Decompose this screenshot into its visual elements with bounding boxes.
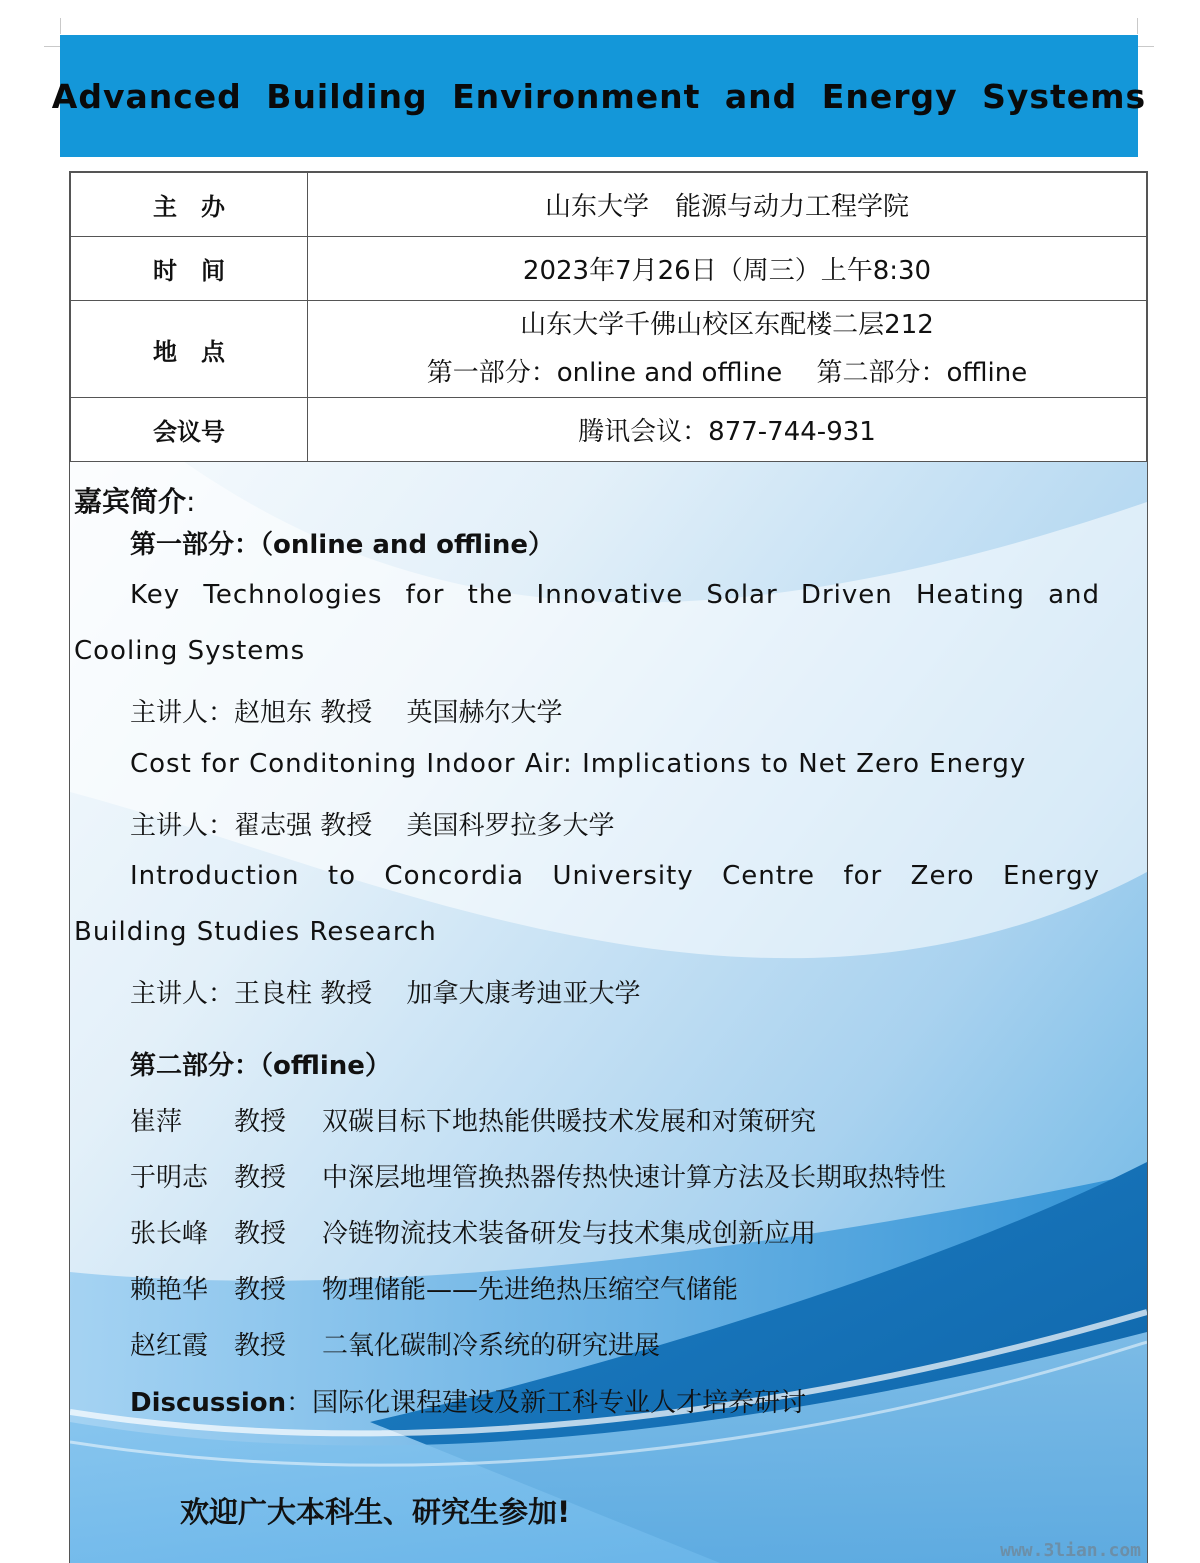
place-label: 地 点 (71, 301, 308, 398)
discussion-text: ：国际化课程建设及新工科专业人才培养研讨 (286, 1388, 807, 1418)
crop-mark (1138, 46, 1154, 47)
meeting-value: 腾讯会议：877-744-931 (308, 398, 1147, 462)
document-body (69, 171, 1148, 1563)
list-item: 赖艳华 教授 物理储能——先进绝热压缩空气储能 (130, 1275, 739, 1305)
talk3-title-line2: Building Studies Research (74, 917, 437, 947)
talk2-speaker: 主讲人：翟志强 教授 美国科罗拉多大学 (130, 811, 615, 841)
watermark: www.3lian.com (1000, 1540, 1141, 1561)
welcome-text: 欢迎广大本科生、研究生参加! (180, 1495, 571, 1529)
place-value-line-2: 第一部分：online and offline 第二部分：offline (426, 358, 1028, 388)
guest-section (70, 172, 1147, 1563)
talk3-speaker: 主讲人：王良柱 教授 加拿大康考迪亚大学 (130, 979, 641, 1009)
discussion-label: Discussion (130, 1388, 287, 1418)
crop-mark (1137, 18, 1138, 34)
talk3-title-line1: Introduction to Concordia University Centre for Zero Energy (130, 861, 1100, 891)
list-item: 崔萍 教授 双碳目标下地热能供暖技术发展和对策研究 (130, 1107, 817, 1137)
part2-title: 第二部分：（offline） (130, 1051, 391, 1081)
guests-heading: 嘉宾简介: (74, 485, 196, 518)
time-value: 2023年7月26日（周三）上午8:30 (308, 237, 1147, 301)
place-value-line-1: 山东大学千佛山校区东配楼二层212 (520, 310, 934, 340)
page-title: Advanced Building Environment and Energy Systems (51, 76, 1147, 116)
organizer-value: 山东大学 能源与动力工程学院 (308, 173, 1147, 237)
discussion-line (130, 1382, 806, 1419)
list-item: 于明志 教授 中深层地埋管换热器传热快速计算方法及长期取热特性 (130, 1163, 947, 1193)
crop-mark (60, 18, 61, 34)
time-label: 时 间 (71, 237, 308, 301)
meeting-label: 会议号 (71, 398, 308, 462)
talk1-title-line2: Cooling Systems (74, 636, 306, 666)
talk1-speaker: 主讲人：赵旭东 教授 英国赫尔大学 (130, 698, 563, 728)
crop-mark (44, 46, 60, 47)
part1-title: 第一部分：（online and offline） (130, 530, 555, 560)
title-banner (51, 35, 1147, 157)
talk2-title: Cost for Conditoning Indoor Air: Implications to Net Zero Energy (130, 749, 1027, 779)
list-item: 张长峰 教授 冷链物流技术装备研发与技术集成创新应用 (130, 1219, 817, 1249)
organizer-label: 主 办 (71, 173, 308, 237)
list-item: 赵红霞 教授 二氧化碳制冷系统的研究进展 (130, 1331, 661, 1361)
talk1-title-line1: Key Technologies for the Innovative Solar Driven Heating and (130, 580, 1100, 610)
